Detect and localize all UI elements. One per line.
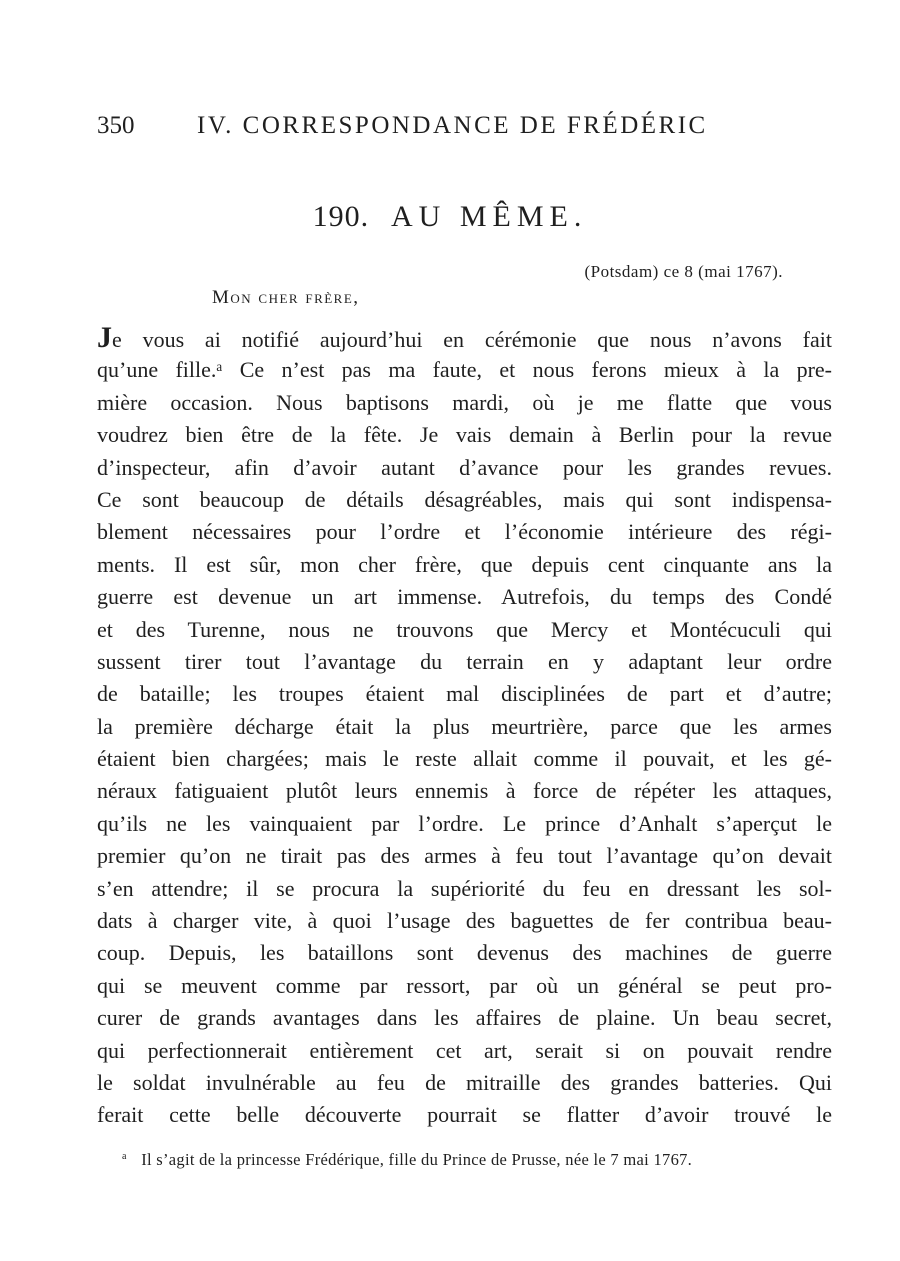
body-line: de bataille; les troupes étaient mal disciplinées de part et d’autre;: [97, 681, 832, 707]
body-line: Ce sont beaucoup de détails désagréables, mais qui sont indispensa-: [97, 486, 832, 512]
body-line: qu’ils ne les vainquaient par l’ordre. Le prince d’Anhalt s’aperçut le: [97, 810, 832, 836]
body-line: ferait cette belle découverte pourrait se flatter d’avoir trouvé le: [97, 1102, 832, 1128]
body-line: et des Turenne, nous ne trouvons que Mercy et Montécuculi qui: [97, 616, 832, 642]
running-title: IV. CORRESPONDANCE DE FRÉDÉRIC: [197, 112, 708, 139]
body-line: qu’une fille.ᵃ Ce n’est pas ma faute, et nous ferons mieux à la pre-: [97, 357, 832, 383]
letter-salutation: Mon cher frère,: [212, 287, 360, 308]
letter-dateline: (Potsdam) ce 8 (mai 1767).: [584, 262, 783, 281]
body-line: blement nécessaires pour l’ordre et l’économie intérieure des régi-: [97, 519, 832, 545]
footnote-text: Il s’agit de la princesse Frédérique, fille du Prince de Prusse, née le 7 mai 1767.: [141, 1150, 693, 1169]
body-line: qui perfectionnerait entièrement cet art, serait si on pouvait rendre: [97, 1037, 832, 1063]
footnote-marker: a: [122, 1150, 127, 1162]
body-line: néraux fatiguaient plutôt leurs ennemis à force de répéter les attaques,: [97, 778, 832, 804]
body-line: sussent tirer tout l’avantage du terrain en y adaptant leur ordre: [97, 648, 832, 674]
body-line: qui se meuvent comme par ressort, par où un général se peut pro-: [97, 972, 832, 998]
body-line: mière occasion. Nous baptisons mardi, où je me flatte que vous: [97, 389, 832, 415]
letter-title: AU MÊME.: [391, 200, 588, 233]
body-line: Je vous ai notifié aujourd’hui en cérémonie que nous n’avons fait: [97, 321, 832, 354]
body-line: guerre est devenue un art immense. Autrefois, du temps des Condé: [97, 584, 832, 610]
running-header: [97, 112, 817, 146]
body-line: le soldat invulnérable au feu de mitraille des grandes batteries. Qui: [97, 1069, 832, 1095]
body-line: coup. Depuis, les bataillons sont devenus des machines de guerre: [97, 940, 832, 966]
letter-number: 190.: [312, 200, 370, 233]
body-line: la première décharge était la plus meurtrière, parce que les armes: [97, 713, 832, 739]
body-line: ments. Il est sûr, mon cher frère, que depuis cent cinquante ans la: [97, 551, 832, 577]
body-line: s’en attendre; il se procura la supériorité du feu en dressant les sol-: [97, 875, 832, 901]
body-line: d’inspecteur, afin d’avoir autant d’avance pour les grandes revues.: [97, 454, 832, 480]
body-line: premier qu’on ne tirait pas des armes à feu tout l’avantage qu’on devait: [97, 843, 832, 869]
body-line: curer de grands avantages dans les affaires de plaine. Un beau secret,: [97, 1005, 832, 1031]
footnote: [122, 1150, 692, 1170]
body-line: dats à charger vite, à quoi l’usage des baguettes de fer contribua beau-: [97, 908, 832, 934]
body-line: voudrez bien être de la fête. Je vais demain à Berlin pour la revue: [97, 422, 832, 448]
letter-body: [97, 322, 832, 1132]
page-number: 350: [97, 112, 135, 139]
letter-heading: [0, 200, 900, 234]
body-line: étaient bien chargées; mais le reste allait comme il pouvait, et les gé-: [97, 746, 832, 772]
